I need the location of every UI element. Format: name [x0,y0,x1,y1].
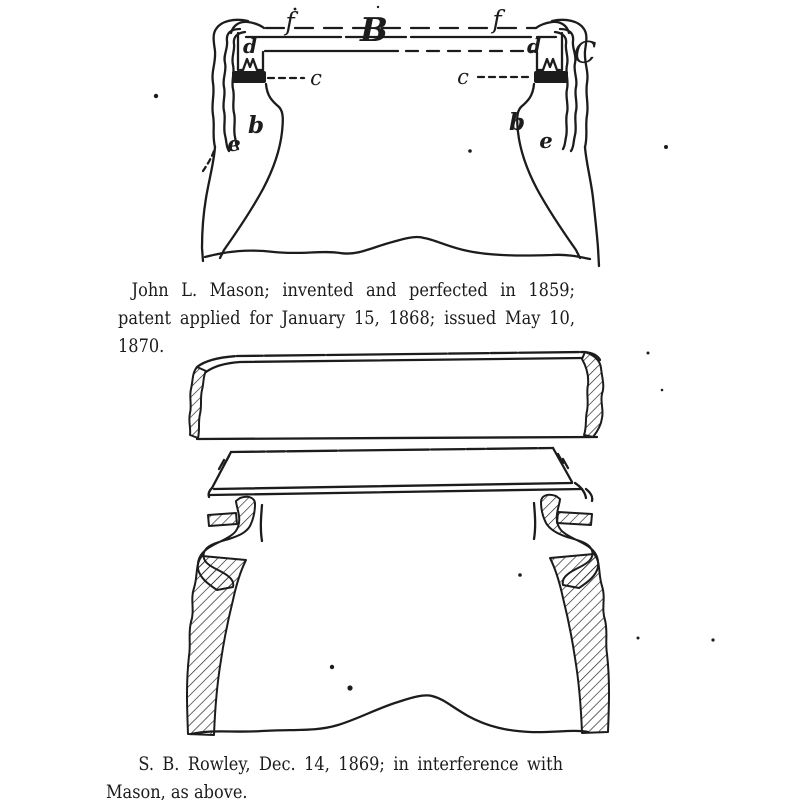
label-c-right: c [457,65,469,89]
screw-band-left [203,20,248,171]
scan-speckles [330,352,715,691]
lid-top-left-hump [231,22,264,33]
jar-wall-left-inner [220,84,283,258]
label-B: B [360,10,388,49]
figure1-caption-line2: patent applied for January 15, 1868; issued May 10, 1870. [118,307,575,357]
jar-body-break-line [205,237,590,259]
label-e-right: e [539,128,553,153]
label-e-left: e [227,131,241,156]
label-b-left: b [247,112,265,139]
figure2-caption-line1: S. B. Rowley, Dec. 14, 1869; in interference with [138,753,563,775]
disc-bottom-edges [210,483,582,495]
mason-closure-cross-section-drawing [0,0,800,272]
label-d-left: d [243,34,257,58]
rowley-closure-exploded-drawing [0,340,800,752]
jar-mouth-inner-lines [261,503,535,541]
jar-wall-right-outer [585,147,599,266]
band-bottom-edge [197,437,597,439]
pocket-notch-left [240,59,263,70]
lid-plate [231,22,569,70]
figure1-caption-line1: John L. Mason; invented and perfected in 1859; [131,279,575,301]
label-b-right: b [508,109,526,136]
label-c-left: c [310,66,322,90]
jar-wall-right-inner [517,84,580,258]
figure2-caption [106,750,643,800]
label-f-right: f [492,5,502,34]
rubber-gasket-right [534,71,568,83]
lid-top-right-hump [536,22,569,33]
jar-top-section [187,495,609,735]
disc-top-edge [231,448,553,452]
label-C: C [573,36,597,71]
band-right-thread-section [582,352,603,437]
jar-lug-left [208,513,237,526]
band-left-thread-section [189,367,206,438]
pocket-notch-right [537,59,560,70]
glass-lid-disc [209,448,593,501]
disc-end-hatching [219,454,568,469]
label-f-left: f [285,7,295,36]
jar-lug-right [557,512,592,525]
screw-band-piece [189,352,603,439]
band-rim-inner [206,358,582,372]
jar-body-break-line [191,695,588,734]
label-d-right: d [527,34,541,58]
rubber-gasket-left [232,71,266,83]
disc-sloped-ends [212,448,572,488]
jar-wall-left [187,556,246,735]
jar-wall-right [550,554,609,733]
figure2-caption-line2: Mason, as above. [106,781,248,800]
